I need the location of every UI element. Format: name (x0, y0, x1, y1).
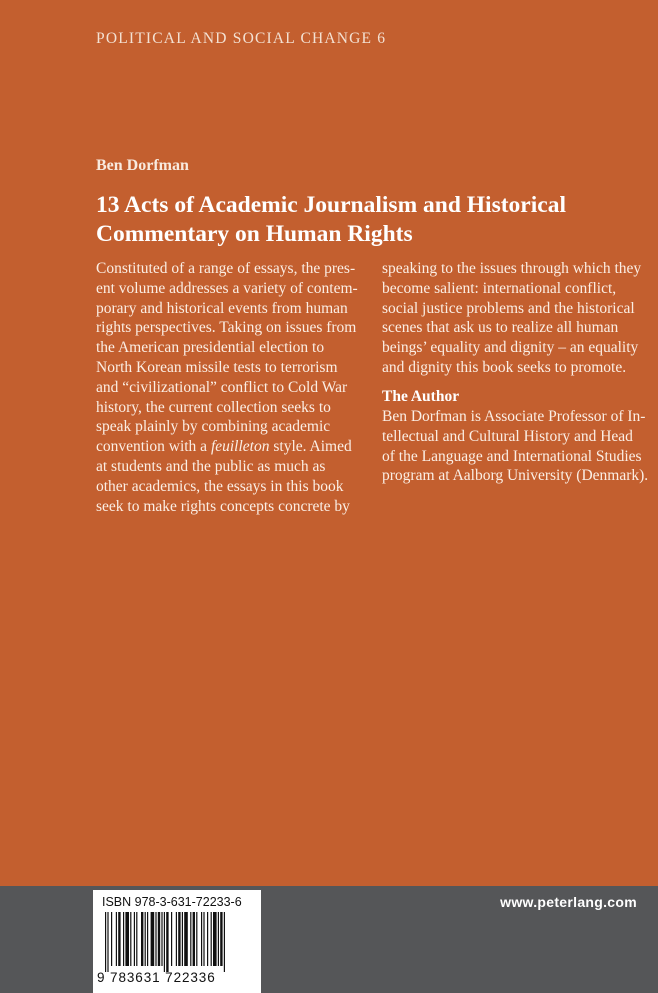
barcode-number: 9 783631 722336 (97, 970, 216, 985)
barcode-bar (201, 912, 202, 966)
barcode-bar (203, 912, 204, 966)
barcode-bar (105, 912, 106, 972)
barcode-bar (164, 912, 165, 972)
barcode-bar (125, 912, 129, 966)
blurb-line: speaking to the issues through which they (382, 260, 642, 277)
blurb-line: become salient: international conflict, (382, 279, 617, 297)
barcode-bar (213, 912, 217, 966)
barcode-graphic (97, 912, 257, 972)
barcode-bar (224, 912, 225, 972)
barcode-bar (178, 912, 180, 966)
book-title (96, 191, 636, 249)
blurb-line: ent volume addresses a variety of contem- (96, 279, 358, 297)
barcode-bar (158, 912, 160, 966)
author-name: Ben Dorfman (96, 157, 189, 174)
barcode-bar (118, 912, 120, 966)
book-title-line: 13 Acts of Academic Journalism and Historical (96, 192, 566, 218)
barcode-bar (155, 912, 156, 966)
barcode-bar (207, 912, 208, 966)
author-heading: The Author (382, 388, 460, 405)
isbn-label: ISBN 978-3-631-72233-6 (102, 895, 242, 909)
blurb-left-column (96, 259, 368, 516)
blurb-line: history, the current collection seeks to (96, 398, 331, 416)
barcode-bar (151, 912, 155, 966)
blurb-line: Constituted of a range of essays, the pres- (96, 260, 356, 277)
barcode-bar (171, 912, 172, 966)
publisher-website: www.peterlang.com (500, 894, 637, 910)
author-bio (382, 407, 649, 486)
barcode-bar (107, 912, 108, 972)
blurb-text: style. Aimed (269, 438, 352, 456)
author-bio-line: of the Language and International Studies (382, 447, 642, 465)
barcode-bar (111, 912, 112, 966)
barcode-bar (211, 912, 212, 966)
blurb-line: speak plainly by combining academic (96, 418, 331, 436)
barcode-bar (147, 912, 148, 966)
blurb-line: beings’ equality and dignity – an equality (382, 339, 639, 357)
blurb-line: seek to make rights concepts concrete by (96, 497, 350, 515)
blurb-line: rights perspectives. Taking on issues from (96, 319, 357, 337)
author-bio-line: Ben Dorfman is Associate Professor of In- (382, 408, 646, 425)
blurb-line: the American presidential election to (96, 339, 325, 357)
blurb-text: convention with a (96, 438, 211, 456)
barcode-bar (176, 912, 177, 966)
barcode-bar (220, 912, 222, 966)
blurb-line: scenes that ask us to realize all human (382, 319, 619, 337)
barcode-bar (136, 912, 137, 966)
blurb-right-column (382, 259, 644, 378)
author-bio-line: program at Aalborg University (Denmark). (382, 467, 649, 485)
book-title-line: Commentary on Human Rights (96, 221, 413, 247)
barcode-bar (196, 912, 197, 966)
barcode-bar (193, 912, 195, 966)
barcode-bar (116, 912, 117, 966)
blurb-line: at students and the public as much as (96, 457, 326, 475)
blurb-line-with-italic (96, 437, 368, 457)
barcode-bar (145, 912, 146, 966)
author-bio-line: tellectual and Cultural History and Head (382, 427, 633, 445)
barcode-bar (184, 912, 188, 966)
barcode-bar (166, 912, 168, 972)
barcode-bar (123, 912, 124, 966)
barcode-bar (130, 912, 131, 966)
blurb-line: and dignity this book seeks to promote. (382, 358, 627, 376)
blurb-line: and “civilizational” conflict to Cold War (96, 378, 348, 396)
blurb-line: social justice problems and the historical (382, 299, 635, 317)
barcode-bar (190, 912, 191, 966)
barcode-bar (161, 912, 162, 966)
barcode-box (93, 890, 261, 993)
barcode-bar (134, 912, 135, 966)
blurb-line: porary and historical events from human (96, 299, 348, 317)
blurb-line: other academics, the essays in this book (96, 477, 344, 495)
barcode-bar (141, 912, 143, 966)
italic-term: feuilleton (210, 438, 270, 456)
series-title: POLITICAL AND SOCIAL CHANGE 6 (96, 30, 387, 47)
blurb-line: North Korean missile tests to terrorism (96, 358, 338, 376)
barcode-bar (182, 912, 183, 966)
barcode-bar (218, 912, 219, 966)
